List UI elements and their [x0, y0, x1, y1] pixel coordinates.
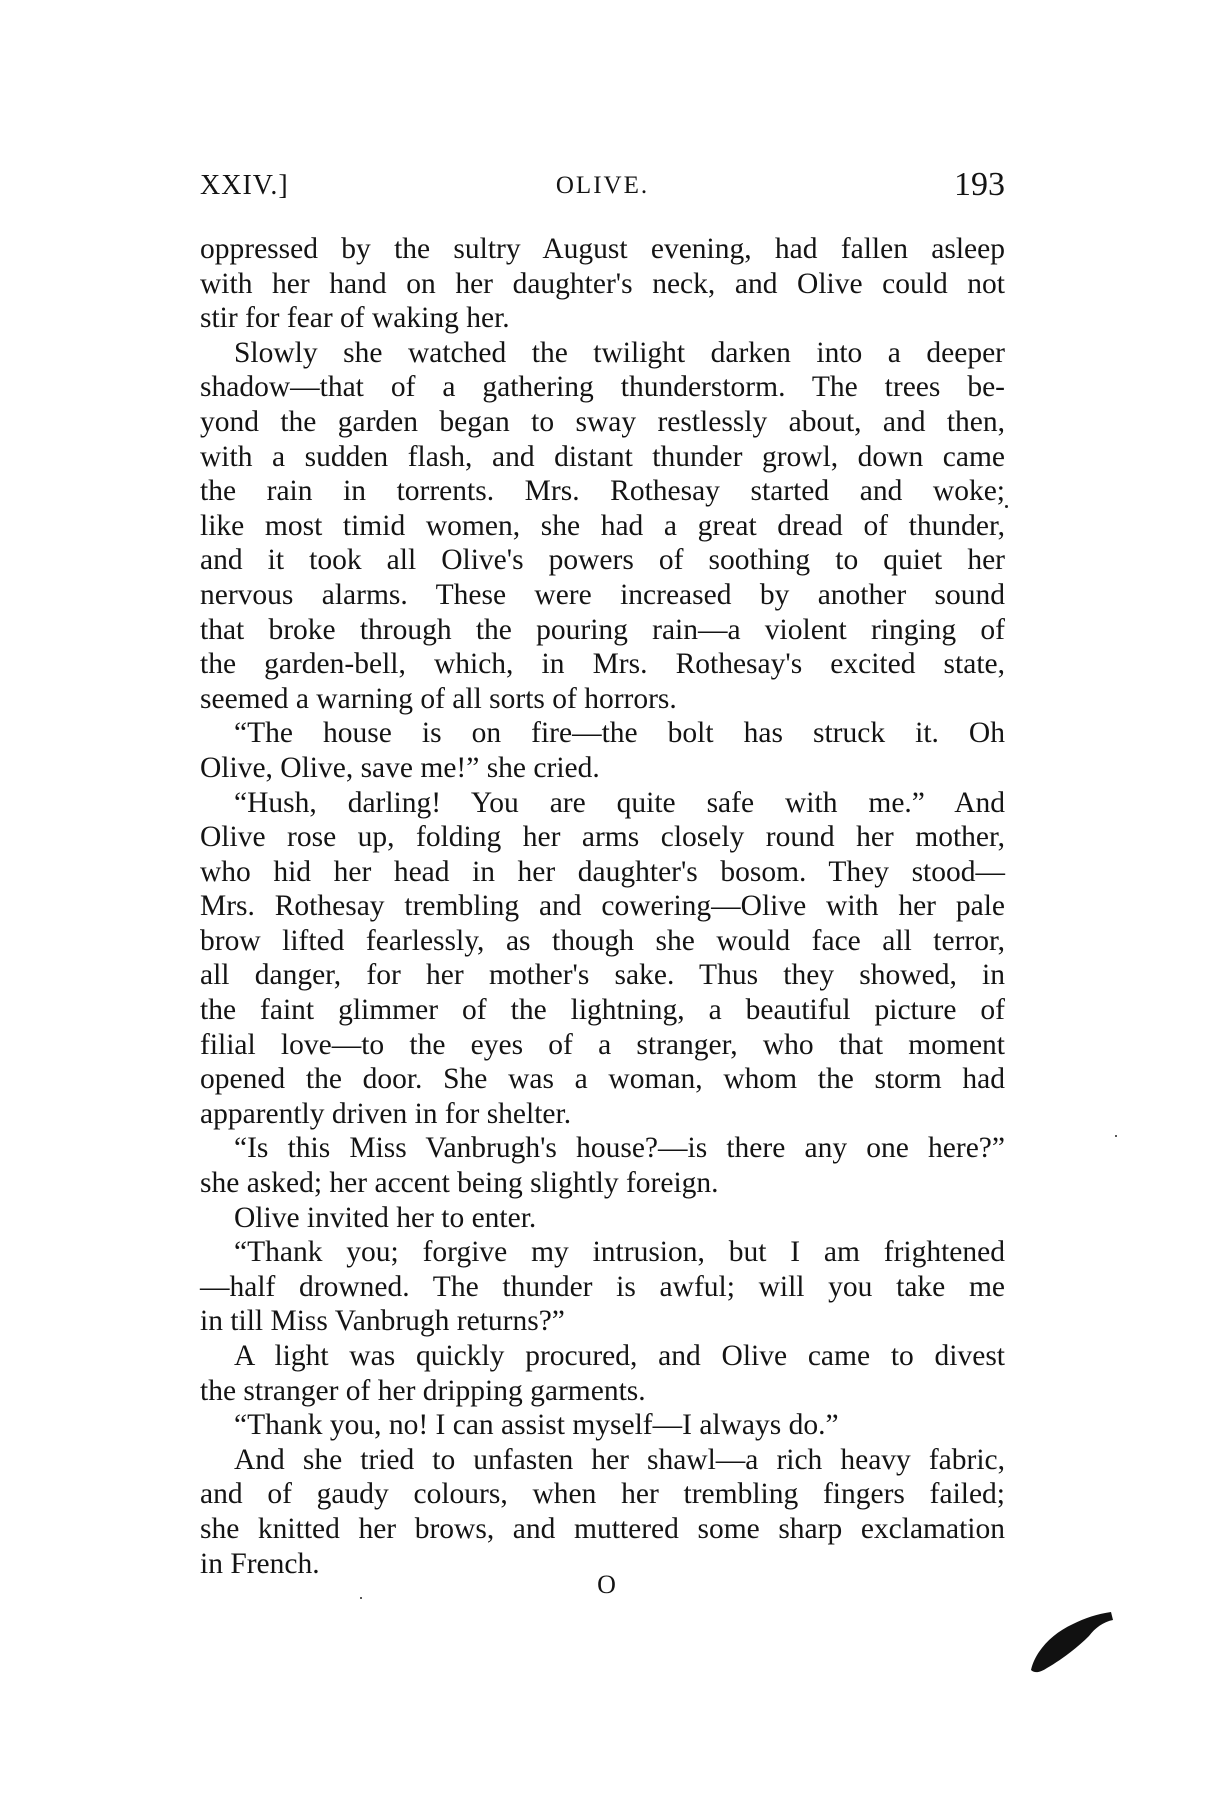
text-line: stir for fear of waking her.	[200, 302, 510, 335]
text-line: and of gaudy colours, when her trembling fingers failed;	[200, 1478, 1005, 1511]
text-line: that broke through the pouring rain—a violent ringing of	[200, 613, 1005, 646]
text-line: and it took all Olive's powers of soothing to quiet her	[200, 544, 1005, 577]
text-line: —half drowned. The thunder is awful; will you take me	[200, 1270, 1005, 1303]
ink-blot	[1025, 1600, 1115, 1675]
page-number: 193	[954, 166, 1005, 203]
chapter-marker: XXIV.]	[200, 170, 289, 201]
text-line: nervous alarms. These were increased by another sound	[200, 578, 1005, 611]
text-line: the garden-bell, which, in Mrs. Rothesay's excited state,	[200, 648, 1005, 681]
paper-speck	[360, 1597, 362, 1599]
text-line: Slowly she watched the twilight darken into a deeper	[234, 336, 1005, 369]
text-line: filial love—to the eyes of a stranger, who that moment	[200, 1028, 1005, 1061]
text-line: who hid her head in her daughter's bosom. They stood—	[200, 855, 1005, 888]
text-line: Olive, Olive, save me!” she cried.	[200, 751, 600, 784]
text-line: brow lifted fearlessly, as though she would face all terror,	[200, 924, 1005, 957]
running-head	[200, 166, 1005, 210]
text-line: the faint glimmer of the lightning, a beautiful picture of	[200, 994, 1005, 1027]
text-line: “Is this Miss Vanbrugh's house?—is there any one here?”	[234, 1132, 1005, 1165]
running-title: OLIVE.	[555, 172, 650, 199]
text-line: all danger, for her mother's sake. Thus they showed, in	[200, 959, 1005, 992]
text-line: “Thank you; forgive my intrusion, but I am frightened	[234, 1236, 1005, 1269]
text-line: Olive invited her to enter.	[234, 1201, 537, 1234]
text-line: she asked; her accent being slightly foreign.	[200, 1167, 719, 1200]
text-line: the rain in torrents. Mrs. Rothesay started and woke;	[200, 475, 1005, 508]
text-line: Olive rose up, folding her arms closely round her mother,	[200, 821, 1005, 854]
text-line: yond the garden began to sway restlessly about, and then,	[200, 405, 1005, 438]
text-line: like most timid women, she had a great dread of thunder,	[200, 509, 1005, 542]
text-line: the stranger of her dripping garments.	[200, 1374, 646, 1407]
text-line: Mrs. Rothesay trembling and cowering—Olive with her pale	[200, 890, 1005, 923]
signature-mark: O	[597, 1570, 616, 1599]
text-line: in French.	[200, 1547, 320, 1580]
text-line: with a sudden flash, and distant thunder growl, down came	[200, 440, 1005, 473]
paper-speck	[1115, 1135, 1117, 1137]
text-line: apparently driven in for shelter.	[200, 1097, 572, 1130]
text-line: in till Miss Vanbrugh returns?”	[200, 1305, 565, 1338]
text-line: “Thank you, no! I can assist myself—I always do.”	[234, 1409, 839, 1442]
text-line: shadow—that of a gathering thunderstorm. The trees be-	[200, 371, 1005, 404]
text-line: seemed a warning of all sorts of horrors.	[200, 682, 677, 715]
text-line: with her hand on her daughter's neck, and Olive could not	[200, 267, 1005, 300]
text-line: oppressed by the sultry August evening, had fallen asleep	[200, 233, 1005, 265]
paper-speck	[1005, 505, 1008, 508]
text-line: “Hush, darling! You are quite safe with me.” And	[234, 786, 1005, 819]
text-line: opened the door. She was a woman, whom the storm had	[200, 1063, 1005, 1096]
text-line: “The house is on fire—the bolt has struck it. Oh	[234, 717, 1005, 750]
body-text	[200, 232, 1005, 1581]
text-line: And she tried to unfasten her shawl—a rich heavy fabric,	[234, 1443, 1005, 1476]
text-line: she knitted her brows, and muttered some sharp exclamation	[200, 1512, 1005, 1545]
text-line: A light was quickly procured, and Olive came to divest	[234, 1340, 1005, 1372]
